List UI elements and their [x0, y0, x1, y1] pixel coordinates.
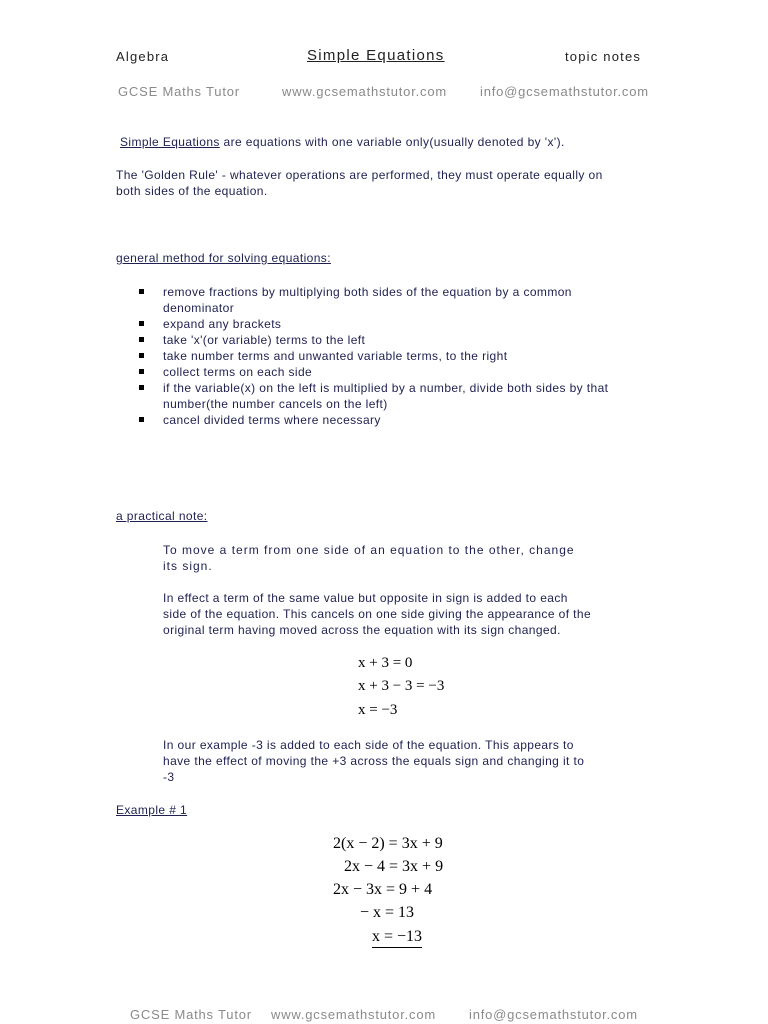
term-simple-equations: Simple Equations [120, 135, 220, 149]
definition-text: are equations with one variable only(usually denoted by 'x'). [219, 135, 565, 149]
bullet-icon [139, 337, 144, 342]
practical-p3-line1: In our example -3 is added to each side of the equation. This appears to [163, 738, 574, 752]
topic-label: Algebra [116, 49, 170, 64]
footer-website-link[interactable]: www.gcsemathstutor.com [271, 1007, 436, 1022]
bullet-icon [139, 417, 144, 422]
email-link[interactable]: info@gcsemathstutor.com [480, 84, 649, 99]
example-line-4: − x = 13 [360, 904, 415, 921]
practical-p1-line1: To move a term from one side of an equation to the other, change [163, 543, 575, 557]
practical-p3-line2: have the effect of moving the +3 across the equals sign and changing it to [163, 754, 585, 768]
practical-p3-line3: -3 [163, 770, 175, 784]
list-item: expand any brackets [163, 316, 608, 332]
bullet-icon [139, 369, 144, 374]
list-item: remove fractions by multiplying both sides of the equation by a common [163, 284, 608, 300]
list-item: cancel divided terms where necessary [163, 412, 608, 428]
list-item: take number terms and unwanted variable terms, to the right [163, 348, 608, 364]
bullet-icon [139, 353, 144, 358]
bullet-icon [139, 289, 144, 294]
example-line-2: 2x − 4 = 3x + 9 [344, 858, 444, 875]
list-item: collect terms on each side [163, 364, 608, 380]
list-item-continuation: denominator [163, 301, 235, 315]
equation-3: x = −3 [358, 702, 398, 718]
equation-2: x + 3 − 3 = −3 [358, 678, 445, 694]
example-heading: Example # 1 [116, 803, 188, 817]
website-link[interactable]: www.gcsemathstutor.com [282, 84, 447, 99]
example-line-3: 2x − 3x = 9 + 4 [333, 881, 433, 898]
bullet-icon [139, 321, 144, 326]
golden-rule-line1: The 'Golden Rule' - whatever operations are performed, they must operate equally on [116, 168, 603, 182]
practical-p2-line3: original term having moved across the equation with its sign changed. [163, 623, 561, 637]
tutor-name: GCSE Maths Tutor [118, 84, 240, 99]
equation-1: x + 3 = 0 [358, 655, 413, 671]
list-item-continuation: number(the number cancels on the left) [163, 397, 388, 411]
bullet-icon [139, 385, 144, 390]
list-item: take 'x'(or variable) terms to the left [163, 332, 608, 348]
intro-definition [120, 134, 565, 150]
practical-p2-line1: In effect a term of the same value but opposite in sign is added to each [163, 591, 568, 605]
example-answer: x = −13 [372, 928, 422, 948]
practical-p2-line2: side of the equation. This cancels on one side giving the appearance of the [163, 607, 592, 621]
footer-tutor-name: GCSE Maths Tutor [130, 1007, 252, 1022]
footer-email-link[interactable]: info@gcsemathstutor.com [469, 1007, 638, 1022]
page-title: Simple Equations [307, 47, 445, 64]
golden-rule-line2: both sides of the equation. [116, 184, 268, 198]
practical-heading: a practical note: [116, 509, 208, 523]
example-line-1: 2(x − 2) = 3x + 9 [333, 835, 443, 852]
notes-label: topic notes [565, 49, 642, 64]
practical-p1-line2: its sign. [163, 559, 213, 573]
list-item: if the variable(x) on the left is multiplied by a number, divide both sides by that [163, 380, 608, 396]
method-heading: general method for solving equations: [116, 251, 331, 265]
method-steps [163, 284, 608, 428]
